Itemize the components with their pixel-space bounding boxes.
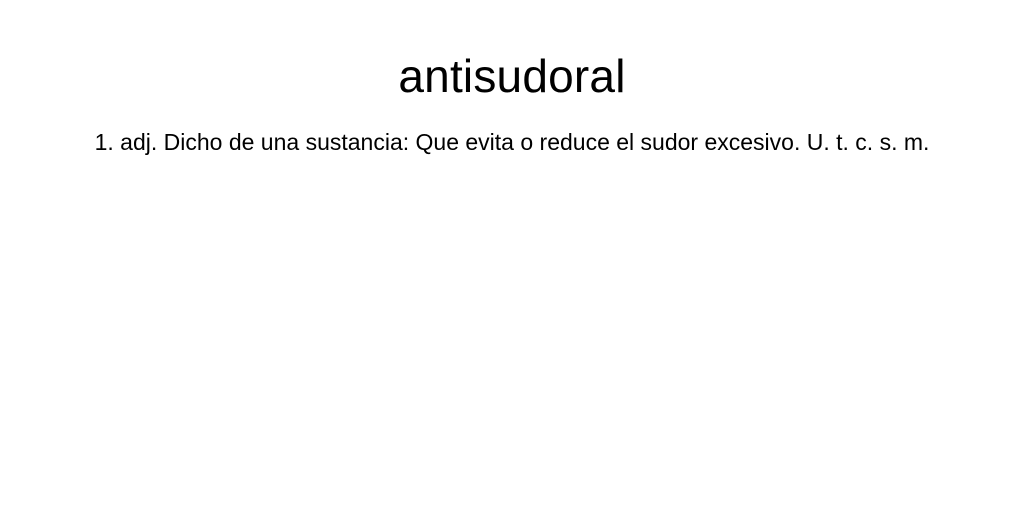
headword-title: antisudoral [398,50,626,102]
dictionary-entry [0,0,1024,161]
definition-text: 1. adj. Dicho de una sustancia: Que evita o reduce el sudor excesivo. U. t. c. s. m. [94,129,930,155]
